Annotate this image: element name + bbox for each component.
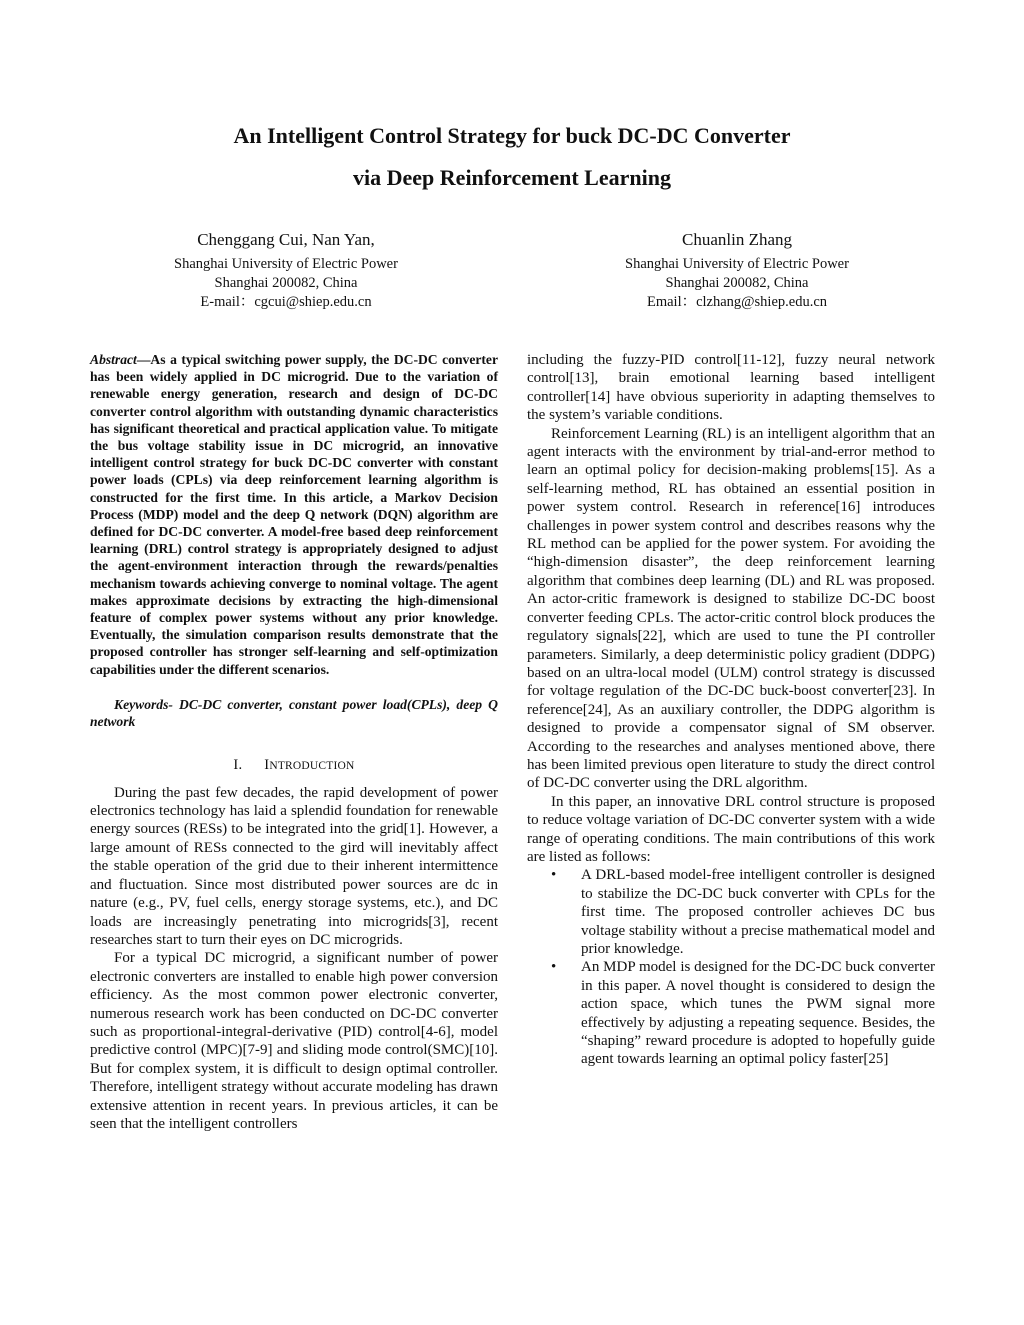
list-item — [527, 958, 935, 1068]
bullet-icon: • — [551, 959, 557, 976]
list-item-text: An MDP model is designed for the DC-DC buck converter in this paper. A novel thought is considered to design the action space, which tunes the PWM signal more effectively by adjusting a repeating sequence. Besides, the “shaping” reward procedure is adopted to hopefully guide agent towards learning an optimal policy faster[25] — [581, 959, 935, 1068]
author-block-1 — [121, 229, 451, 312]
keywords-text: DC-DC converter, constant power load(CPLs), deep Q network — [90, 696, 498, 730]
section-heading-introduction — [90, 756, 498, 775]
bullet-icon: • — [551, 867, 557, 884]
abstract-text: —As a typical switching power supply, the DC-DC converter has been widely applied in DC microgrid. Due to the variation of renewable energy generation, research and design of DC-DC converter control algorithm with outstanding dynamic characteristics has significant theoretical and practical application value. To mitigate the bus voltage stability issue in DC microgrid, an innovative intelligent control strategy for buck DC-DC converter with constant power loads (CPLs) via deep reinforcement learning algorithm is constructed for the first time. In this article, a Markov Decision Process (MDP) model and the deep Q network (DQN) algorithm are defined for DC-DC converter. A model-free based deep reinforcement learning (DRL) control strategy is appropriately designed to adjust the agent-environment interaction through the rewards/penalties mechanism towards achieving converge to nominal voltage. The agent makes approximate decisions by extracting the high-dimensional feature of complex power systems without any prior knowledge. Eventually, the simulation comparison results demonstrate that the proposed controller has stronger self-learning and self-optimization capabilities under the different scenarios. — [90, 352, 498, 677]
paper-title-line-2: via Deep Reinforcement Learning — [353, 165, 671, 190]
list-item — [527, 866, 935, 958]
author-address: Shanghai 200082, China — [665, 275, 809, 291]
abstract — [90, 351, 498, 678]
author-email: Email：clzhang@shiep.edu.cn — [646, 294, 828, 310]
body-paragraph: including the fuzzy-PID control[11-12], fuzzy neural network control[13], brain emotional learning based intelligent controller[14] have obvious superiority in adapting themselves to the system’s variable conditions. — [527, 352, 935, 424]
author-email: E-mail：cgcui@shiep.edu.cn — [200, 294, 372, 310]
left-column — [90, 351, 498, 1133]
paper-title-line-1: An Intelligent Control Strategy for buck DC-DC Converter — [233, 123, 791, 148]
body-paragraph: For a typical DC microgrid, a significant number of power electronic converters are installed to enable high power conversion efficiency. As the most common power electronic converter, numerous research work has been conducted on DC-DC converter such as proportional-integral-derivative (PID) control[4-6], model predictive control (MPC)[7-9] and sliding mode control(SMC)[10]. But for complex system, it is difficult to design optimal controller. Therefore, intelligent strategy without accurate modeling has drawn extensive attention in recent years. In previous articles, it can be seen that the intelligent controllers — [90, 950, 498, 1132]
body-paragraph: During the past few decades, the rapid development of power electronics technology has laid a splendid foundation for renewable energy sources (RESs) to be integrated into the grid[1]. However, a large amount of RESs connected to the gird will inevitably affect the stable operation of the grid due to their inherent intermittence and fluctuation. Since most distributed power sources are dc in nature (e.g., PV, fuel cells, energy storage systems, etc.), and DC loads are increasingly penetrating into microgrids[3], recent researches start to turn their eyes on DC microgrids. — [90, 784, 498, 948]
right-column — [527, 351, 935, 1069]
author-affiliation: Shanghai University of Electric Power — [625, 256, 849, 272]
author-block-2 — [572, 229, 902, 312]
body-paragraph: In this paper, an innovative DRL control structure is proposed to reduce voltage variation of DC-DC converter system with a wide range of operating conditions. The main contributions of this work are listed as follows: — [527, 793, 935, 865]
keywords-lead: Keywords- — [114, 696, 173, 712]
author-name: Chuanlin Zhang — [681, 230, 792, 249]
section-title-first: I — [264, 757, 270, 774]
section-title-rest: NTRODUCTION — [269, 760, 355, 773]
section-number: I. — [233, 757, 243, 774]
keywords — [90, 696, 498, 730]
body-paragraph: Reinforcement Learning (RL) is an intelligent algorithm that an agent interacts with the environment by trial-and-error method to learn an optimal policy for decision-making problems[15]. As a self-learning method, RL has obtained an essential position in power system control. Research in reference[16] introduces challenges in power system control and describes reasons why the RL method can be applied for the power system. For avoiding the “high-dimension disaster”, the deep reinforcement learning algorithm that combines deep learning (DL) and RL was proposed. An actor-critic framework is designed to stabilize DC-DC boost converter feeding CPLs. The actor-critic control block produces the regulatory signals[22], which are used to tune the PI controller parameters. Similarly, a deep deterministic policy gradient (DDPG) based on an ultra-local model (ULM) control strategy is discussed for voltage regulation of the DC-DC buck-boost converter[23]. In reference[24], As an auxiliary controller, the DDPG algorithm is designed to provide a compensator signal of SM observer. According to the researches and analyses mentioned above, there has been limited previous open literature to study the direct control of DC-DC converter using the DRL algorithm. — [527, 425, 935, 792]
abstract-lead: Abstract — [90, 352, 137, 367]
author-address: Shanghai 200082, China — [214, 275, 358, 291]
list-item-text: A DRL-based model-free intelligent controller is designed to stabilize the DC-DC buck converter with CPLs for the first time. The proposed controller achieves DC bus voltage stability without a precise mathematical model and prior knowledge. — [581, 867, 935, 957]
author-affiliation: Shanghai University of Electric Power — [174, 256, 398, 272]
author-name: Chenggang Cui, Nan Yan, — [197, 230, 375, 249]
contribution-list — [527, 866, 935, 1068]
